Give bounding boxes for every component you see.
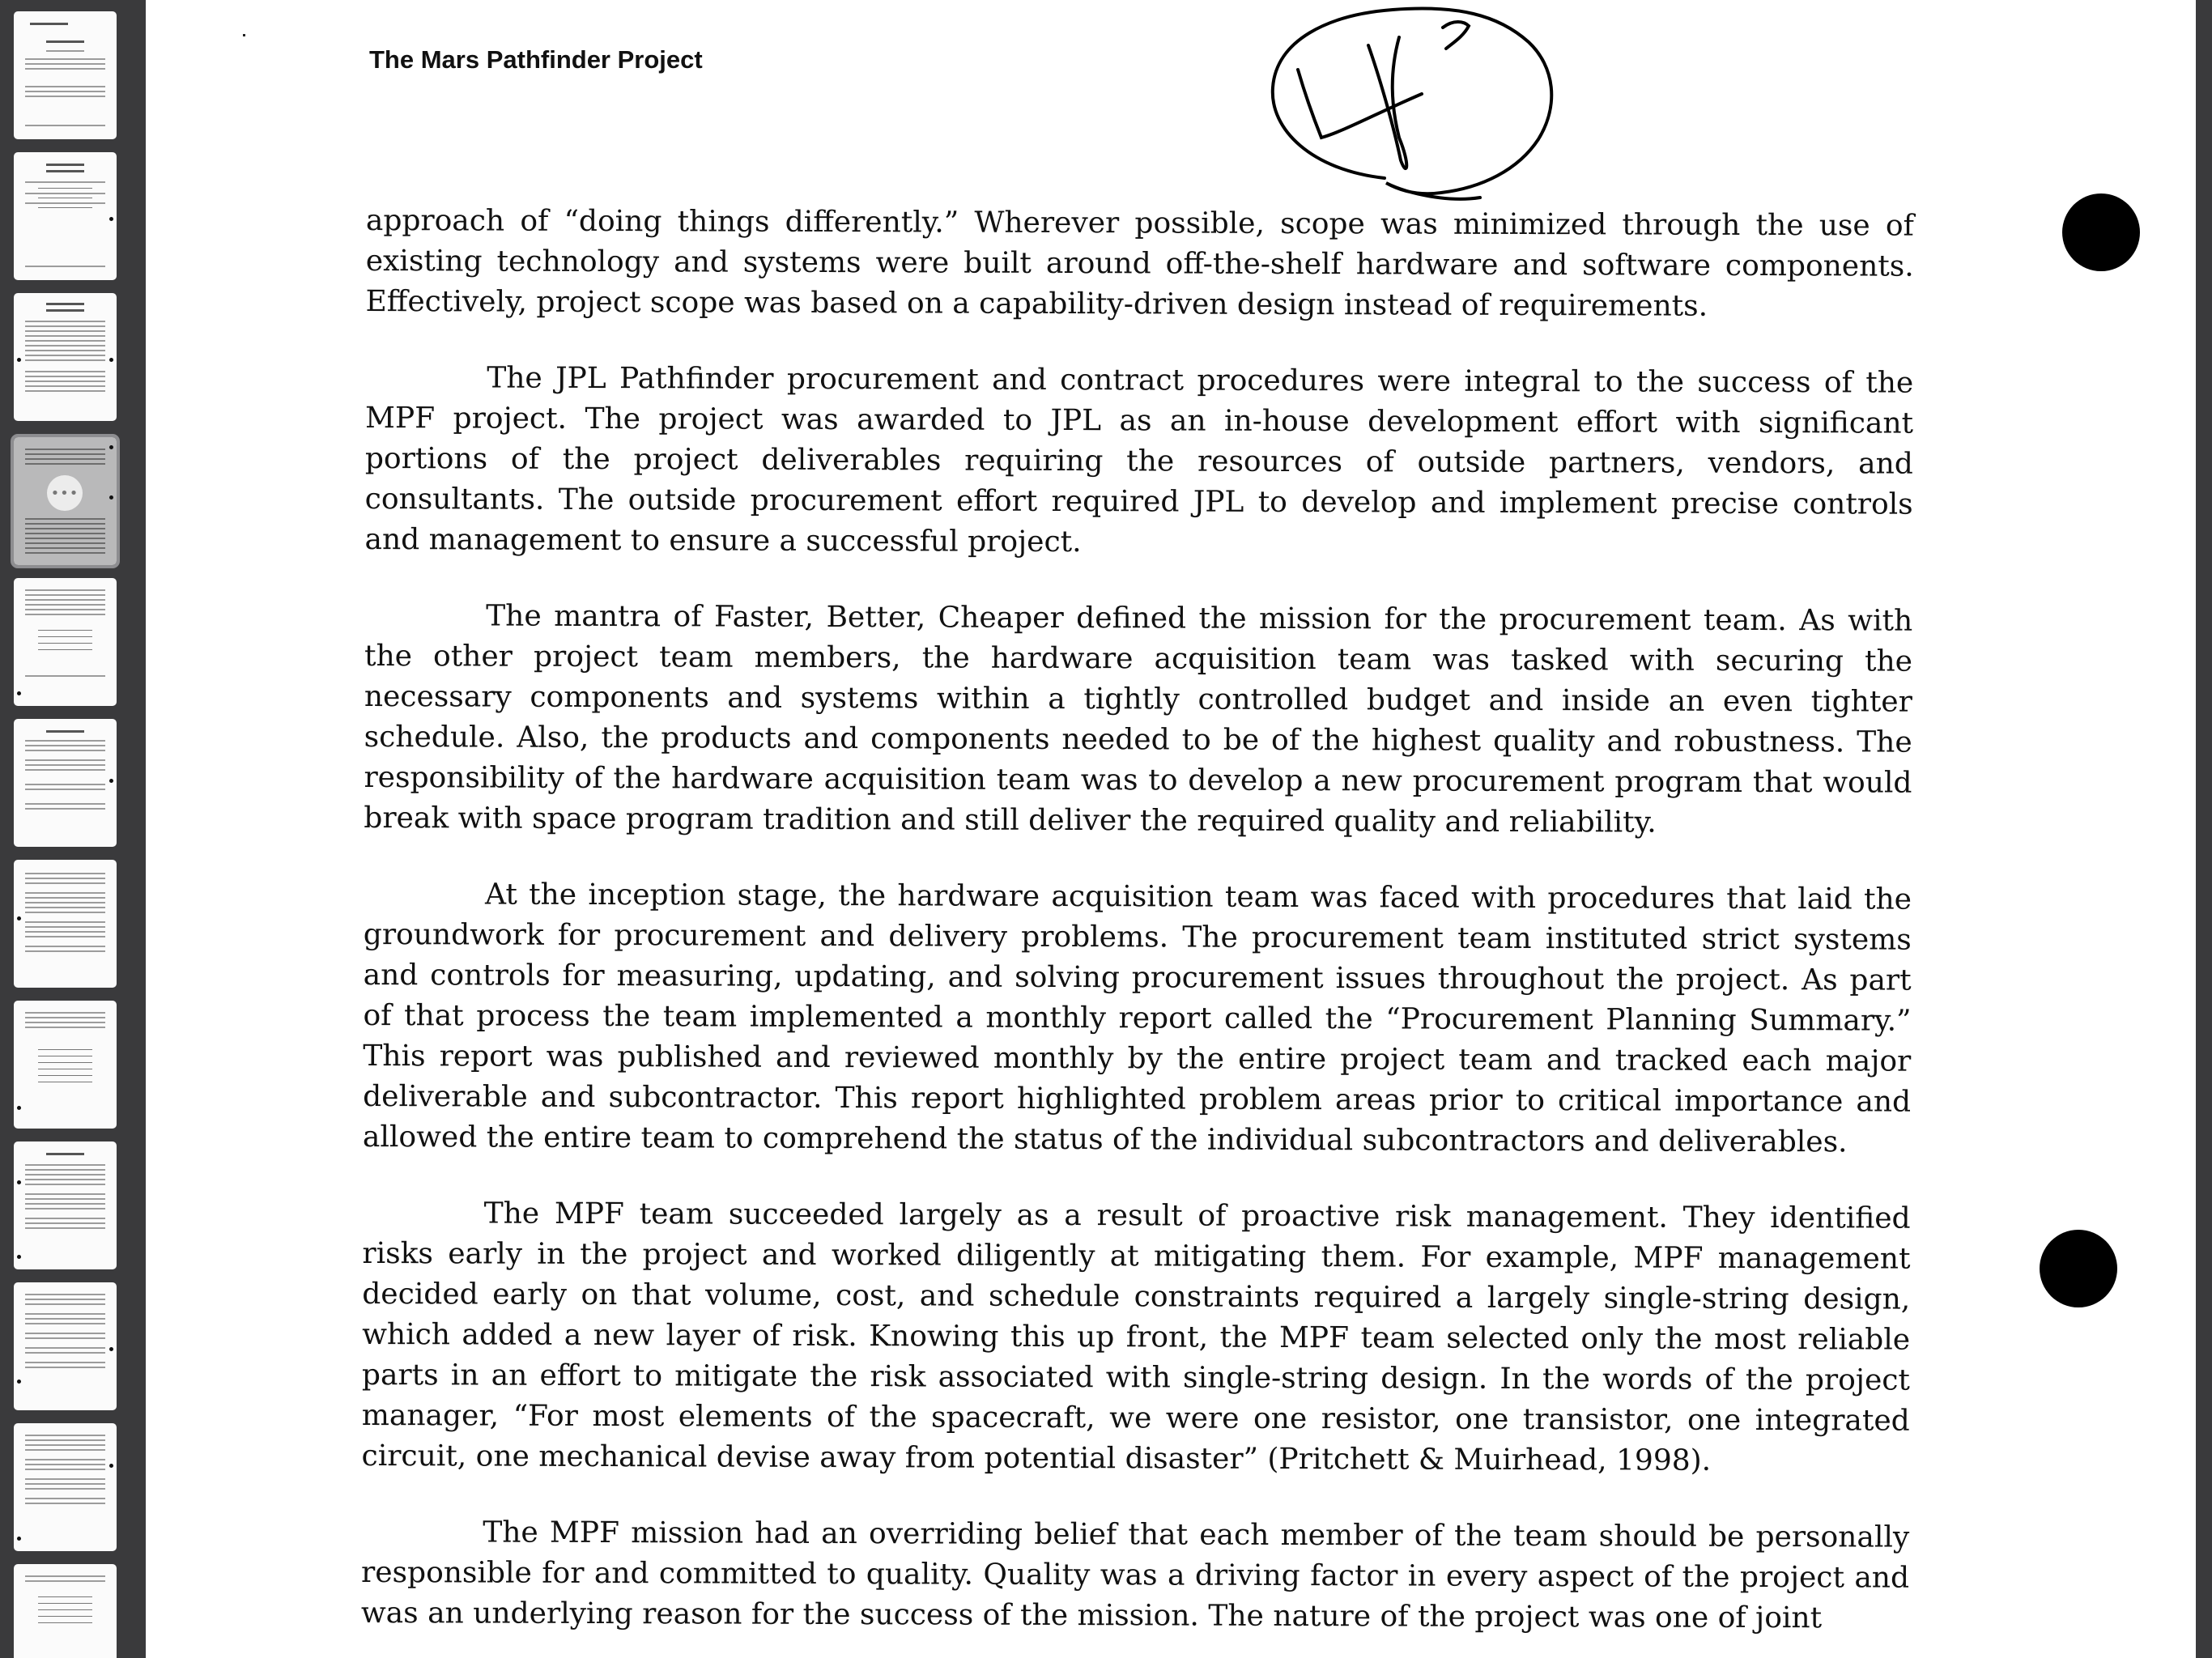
paragraph: approach of “doing things differently.” Wherever possible, scope was minimized through the use of existing technology and systems were built around off-the-shelf hardware and software components. Effectively, project scope was based on a capability-driven design instead of requirements. xyxy=(365,203,1914,323)
paragraph: The mantra of Faster, Better, Cheaper defined the mission for the procurement team. As with the other project team members, the hardware acquisition team was tasked with securing the necessary components and systems within a tightly controlled budget and inside an even tighter schedule. Also, the products and components needed to be of the highest quality and robustness. The responsibility of the hardware acquisition team was to develop a new procurement program that would break with space program tradition and still deliver the required quality and reliability. xyxy=(364,599,1913,840)
page-thumbnail-8[interactable] xyxy=(14,1001,117,1129)
paragraph: The MPF mission had an overriding belief that each member of the team should be personally responsible for and committed to quality. Quality was a driving factor in every aspect of the project and was an underlying reason for the success of the mission. The nature of the project was one of joint xyxy=(360,1516,1910,1635)
page-thumbnail-12[interactable] xyxy=(14,1564,117,1658)
paragraph: At the inception stage, the hardware acquisition team was faced with procedures that laid the groundwork for procurement and delivery problems. The procurement team instituted strict systems and controls for measuring, updating, and solving procurement issues throughout the project. As part of that process the team implemented a monthly report called the “Procurement Planning Summary.” This report was published and reviewed monthly by the entire project team and tracked each major deliverable and subcontractor. This report highlighted problem areas prior to critical importance and allowed the entire team to comprehend the status of the individual subcontractors and deliverables. xyxy=(362,878,1912,1159)
paragraph: The MPF team succeeded largely as a result of proactive risk management. They identified risks early in the project and worked diligently at mitigating them. For example, MPF management decided early on that volume, cost, and schedule constraints required a largely single-string design, which added a new layer of risk. Knowing this up front, the MPF team selected only the most reliable parts in an effort to mitigate the risk associated with single-string design. In the words of the project manager, “For most elements of the spacecraft, we were one resistor, one transistor, one integrated circuit, one mechanical devise away from potential disaster” (Pritchett & Muirhead, 1998). xyxy=(361,1197,1911,1477)
page-thumbnail-2[interactable] xyxy=(14,152,117,280)
stray-mark xyxy=(243,34,245,36)
page-thumbnail-7[interactable] xyxy=(14,860,117,988)
page-thumbnail-9[interactable] xyxy=(14,1141,117,1269)
page-header: The Mars Pathfinder Project xyxy=(369,45,703,74)
handwritten-page-number-4 xyxy=(1206,0,1660,227)
page-thumbnail-3[interactable] xyxy=(14,293,117,421)
thumbnail-sidebar[interactable] xyxy=(0,0,128,1658)
paragraph: The JPL Pathfinder procurement and contract procedures were integral to the success of the MPF project. The project was awarded to JPL as an in-house development effort with significant portions of the project deliverables requiring the resources of outside partners, vendors, and consultants. The outside procurement effort required JPL to develop and implement precise controls and management to ensure a successful project. xyxy=(364,361,1914,559)
ellipsis-icon[interactable]: ••• xyxy=(47,475,83,511)
page-thumbnail-11[interactable] xyxy=(14,1423,117,1551)
punch-hole-middle xyxy=(2040,1230,2117,1307)
page-thumbnail-1[interactable] xyxy=(14,11,117,139)
page-thumbnail-10[interactable] xyxy=(14,1282,117,1410)
page-thumbnail-4-selected[interactable] xyxy=(14,437,117,565)
page-thumbnail-6[interactable] xyxy=(14,719,117,847)
page-thumbnail-5[interactable] xyxy=(14,578,117,706)
punch-hole-top xyxy=(2062,193,2140,271)
body-text xyxy=(361,201,1914,1658)
document-page[interactable] xyxy=(146,0,2196,1658)
